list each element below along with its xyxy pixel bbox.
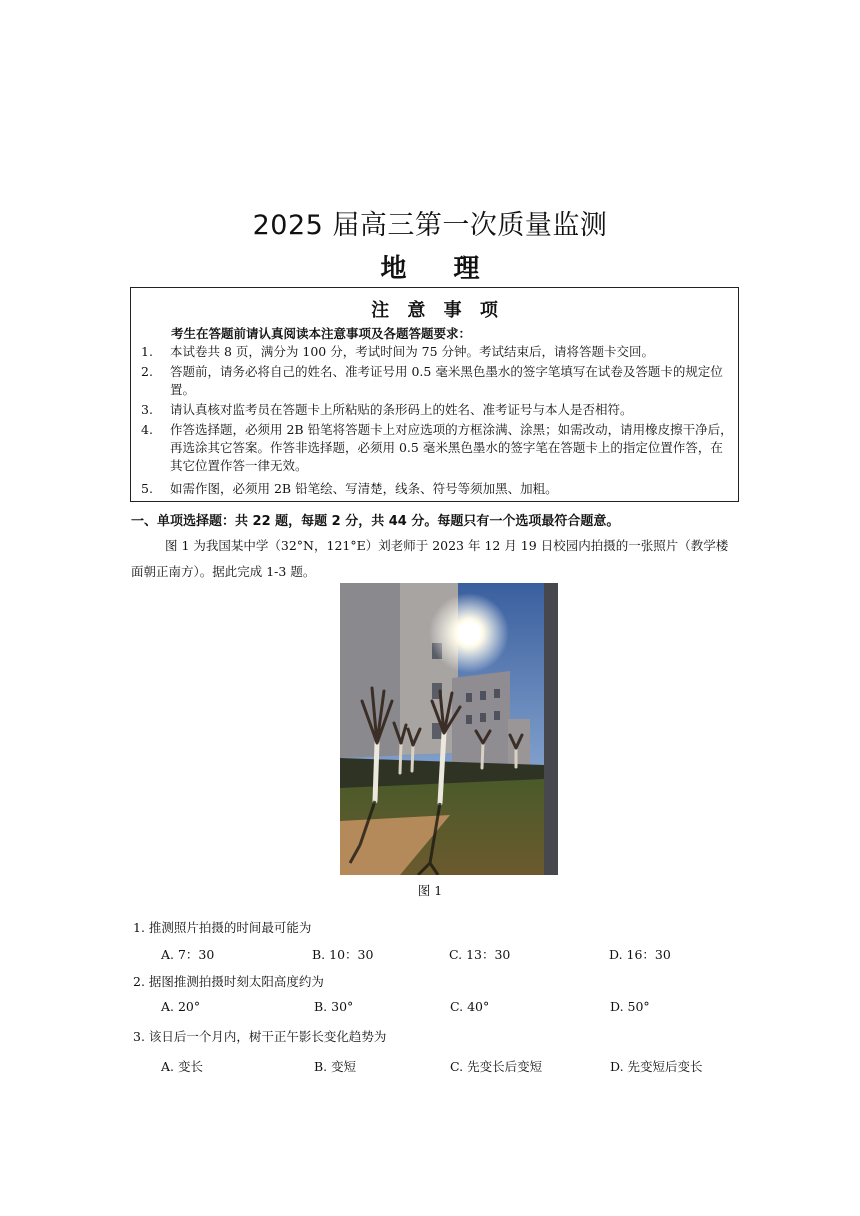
- figure-caption: 图 1: [417, 883, 443, 898]
- notice-item-text: 请认真核对监考员在答题卡上所粘贴的条形码上的姓名、准考证号与本人是否相符。: [170, 402, 633, 417]
- notice-item-text: 答题前，请务必将自己的姓名、准考证号用 0.5 毫米黑色墨水的签字笔填写在试卷及答题卡的规定位置。: [170, 364, 723, 397]
- question-option-d: D. 50°: [610, 999, 650, 1014]
- notice-item: [141, 421, 733, 475]
- notice-item: [141, 480, 733, 498]
- notice-intro: 考生在答题前请认真阅读本注意事项及各题答题要求：: [171, 326, 472, 341]
- question-option-c: C. 先变长后变短: [450, 1059, 543, 1074]
- question-group-intro: 图 1 为我国某中学（32°N，121°E）刘老师于 2023 年 12 月 19 日校园内拍摄的一张照片（教学楼面朝正南方）。据此完成 1-3 题。: [131, 538, 729, 579]
- notice-item: [141, 401, 733, 419]
- campus-photo: [340, 583, 558, 875]
- question-stem: 3. 该日后一个月内，树干正午影长变化趋势为: [133, 1029, 387, 1044]
- notice-item-number: 3.: [141, 402, 153, 417]
- question-option-a: A. 变长: [161, 1059, 203, 1074]
- section-heading: 一、单项选择题：共 22 题，每题 2 分，共 44 分。每题只有一个选项最符合题意。: [131, 514, 620, 529]
- notice-item: [141, 343, 733, 361]
- notice-heading: 注 意 事 项: [371, 300, 498, 321]
- notice-item-number: 4.: [141, 422, 153, 437]
- question-option-c: C. 13：30: [449, 947, 511, 962]
- notice-item-text: 作答选择题，必须用 2B 铅笔将答题卡上对应选项的方框涂满、涂黑；如需改动，请用橡皮擦干净后，再选涂其它答案。作答非选择题，必须用 0.5 毫米黑色墨水的签字笔在答题卡上的指定位置作答，在其它位置作答一律无效。: [170, 422, 733, 473]
- question-option-d: D. 16：30: [609, 947, 671, 962]
- question-stem: 2. 据图推测拍摄时刻太阳高度约为: [133, 974, 324, 989]
- question-option-a: A. 20°: [161, 999, 201, 1014]
- notice-box: [130, 287, 739, 502]
- notice-item-number: 5.: [141, 481, 153, 496]
- question-option-a: A. 7：30: [161, 947, 215, 962]
- notice-item: [141, 363, 733, 399]
- notice-item-number: 1.: [141, 344, 153, 359]
- exam-subject: 地 理: [380, 254, 480, 284]
- question-option-b: B. 30°: [314, 999, 354, 1014]
- question-option-b: B. 10：30: [312, 947, 374, 962]
- notice-item-number: 2.: [141, 364, 153, 379]
- question-option-b: B. 变短: [314, 1059, 357, 1074]
- notice-item-text: 如需作图，必须用 2B 铅笔绘、写清楚，线条、符号等须加黑、加粗。: [170, 481, 558, 496]
- campus-photo-illustration: [340, 583, 558, 875]
- exam-title: 2025 届高三第一次质量监测: [252, 210, 608, 241]
- question-option-c: C. 40°: [450, 999, 490, 1014]
- question-stem: 1. 推测照片拍摄的时间最可能为: [133, 920, 312, 935]
- question-option-d: D. 先变短后变长: [610, 1059, 703, 1074]
- notice-item-text: 本试卷共 8 页，满分为 100 分，考试时间为 75 分钟。考试结束后，请将答题卡交回。: [170, 344, 655, 359]
